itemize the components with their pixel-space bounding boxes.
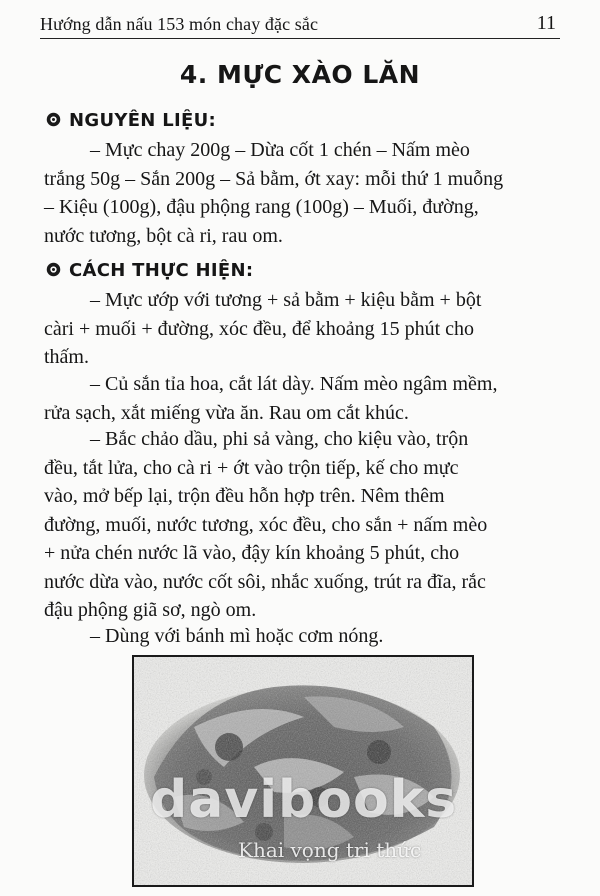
ingredients-heading-label: NGUYÊN LIỆU: <box>69 110 216 131</box>
ingredients-heading <box>46 110 216 131</box>
text-line: đậu phộng giã sơ, ngò om. <box>44 599 257 621</box>
text-line: nước dừa vào, nước cốt sôi, nhắc xuống, trút ra đĩa, rắc <box>44 570 486 593</box>
text-line: rửa sạch, xắt miếng vừa ăn. Rau om cắt khúc. <box>44 401 409 424</box>
watermark-brand: davibooks <box>150 770 458 830</box>
book-title: Hướng dẫn nấu 153 món chay đặc sắc <box>40 14 319 34</box>
text-line: nước tương, bột cà ri, rau om. <box>44 224 283 247</box>
text-line: trắng 50g – Sắn 200g – Sả bằm, ớt xay: mỗi thứ 1 muỗng <box>44 167 504 190</box>
method-heading-label: CÁCH THỰC HIỆN: <box>69 260 254 281</box>
method-heading <box>46 260 253 281</box>
text-line: thấm. <box>44 346 89 368</box>
text-line: + nửa chén nước lã vào, đậy kín khoảng 5 phút, cho <box>44 542 460 564</box>
flower-bullet-icon <box>46 112 61 127</box>
method-step-4 <box>44 622 556 651</box>
method-step-3 <box>44 425 556 625</box>
watermark-tagline: Khai vọng tri thức <box>238 838 422 862</box>
method-step-1 <box>44 286 556 372</box>
text-line: – Kiệu (100g), đậu phộng rang (100g) – Muối, đường, <box>44 196 479 218</box>
recipe-title: 4. MỰC XÀO LĂN <box>179 60 421 89</box>
text-line: – Bắc chảo dầu, phi sả vàng, cho kiệu vào, trộn <box>90 428 469 450</box>
text-line: đường, muối, nước tương, xóc đều, cho sắn + nấm mèo <box>44 513 488 536</box>
flower-bullet-icon <box>46 262 61 277</box>
text-line: càri + muối + đường, xóc đều, để khoảng 15 phút cho <box>44 317 474 340</box>
running-header <box>40 8 560 39</box>
text-line: – Củ sắn tỉa hoa, cắt lát dày. Nấm mèo ngâm mềm, <box>90 373 498 395</box>
text-line: đều, tắt lửa, cho cà ri + ớt vào trộn tiếp, kế cho mực <box>44 456 459 479</box>
text-line: – Mực ướp với tương + sả bằm + kiệu bằm + bột <box>90 289 482 311</box>
text-line: – Mực chay 200g – Dừa cốt 1 chén – Nấm mèo <box>90 139 470 161</box>
page-number: 11 <box>536 12 556 34</box>
ingredients-text <box>44 136 556 250</box>
text-line: – Dùng với bánh mì hoặc cơm nóng. <box>90 625 384 647</box>
text-line: vào, mở bếp lại, trộn đều hỗn hợp trên. Nêm thêm <box>44 485 445 507</box>
method-step-2 <box>44 370 556 427</box>
